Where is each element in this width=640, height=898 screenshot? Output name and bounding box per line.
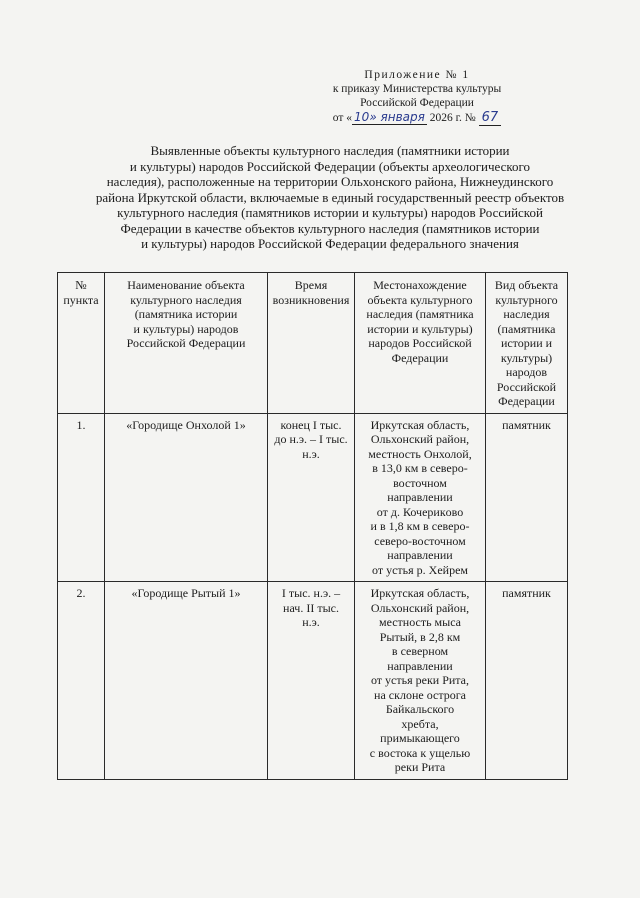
text-line: нач. II тыс. bbox=[283, 600, 339, 615]
text-line: наследия (памятника bbox=[366, 307, 474, 321]
text-line: конец I тыс. bbox=[280, 417, 342, 432]
date-prefix: от « bbox=[332, 112, 353, 124]
text-line: направлении bbox=[387, 548, 453, 562]
cell-location bbox=[355, 582, 486, 780]
text-line: направлении bbox=[387, 490, 453, 504]
text-line: местность Онхолой, bbox=[368, 446, 472, 461]
text-line: «Городище Рытый 1» bbox=[131, 586, 241, 600]
text-line: Ольхонский район, bbox=[370, 432, 470, 446]
text-line: памятник bbox=[502, 417, 551, 432]
title-line: культурного наследия (памятников истории и культуры) народов Российской bbox=[117, 205, 543, 220]
text-line: до н.э. – I тыс. bbox=[274, 432, 348, 446]
document-title bbox=[60, 143, 600, 252]
text-line: Иркутская область, bbox=[370, 586, 470, 600]
cell-object-type bbox=[486, 582, 568, 780]
title-line: наследия), расположенные на территории Ольхонского района, Нижнеудинского bbox=[106, 174, 554, 189]
cell-number: 1. bbox=[58, 413, 105, 582]
header-location bbox=[355, 273, 486, 414]
text-line: восточном bbox=[393, 475, 447, 490]
text-line: Российской Федерации bbox=[126, 336, 246, 350]
text-line: (памятника истории bbox=[134, 307, 238, 321]
text-line: Наименование объекта bbox=[127, 278, 245, 292]
cell-origin-time bbox=[268, 582, 355, 780]
title-line: района Иркутской области, включаемые в единый государственный реестр объектов bbox=[95, 189, 565, 205]
cell-origin-time bbox=[268, 413, 355, 582]
text-line: наследия bbox=[503, 307, 550, 321]
text-line: объекта культурного bbox=[367, 292, 473, 307]
title-line: и культуры) народов Российской Федерации федерального значения bbox=[141, 236, 519, 251]
text-line: истории и bbox=[500, 336, 553, 350]
text-line: н.э. bbox=[302, 446, 320, 461]
text-line: возникновения bbox=[272, 292, 350, 307]
text-line: Российской bbox=[496, 379, 557, 394]
text-line: в северном bbox=[391, 644, 449, 658]
text-line: направлении bbox=[387, 658, 453, 673]
text-line: от устья реки Рита, bbox=[370, 673, 470, 687]
table-row bbox=[58, 582, 568, 780]
annex-title: Приложение № 1 bbox=[364, 69, 470, 81]
header-item-number bbox=[58, 273, 105, 414]
text-line: Федерации bbox=[498, 394, 555, 408]
text-line: местность мыса bbox=[378, 615, 461, 629]
annex-date-line bbox=[302, 110, 532, 126]
text-line: от устья р. Хейрем bbox=[372, 562, 468, 577]
handwritten-order-number: 67 bbox=[479, 111, 502, 126]
text-line: и культуры) народов bbox=[133, 321, 239, 336]
text-line: Местонахождение bbox=[373, 278, 467, 292]
annex-block bbox=[302, 68, 532, 126]
text-line: от д. Кочерикoво bbox=[376, 504, 464, 519]
title-line: Выявленные объекты культурного наследия (памятники истории bbox=[150, 143, 510, 158]
header-object-type bbox=[486, 273, 568, 414]
text-line: истории и культуры) bbox=[367, 321, 473, 336]
text-line: народов Российской bbox=[368, 336, 472, 350]
title-line: Федерации в качестве объектов культурного наследия (памятников истории bbox=[120, 220, 540, 236]
text-line: Вид объекта bbox=[494, 278, 559, 292]
text-line: I тыс. н.э. – bbox=[281, 586, 341, 600]
cell-location bbox=[355, 413, 486, 582]
cell-object-type bbox=[486, 413, 568, 582]
text-line: (памятника bbox=[497, 321, 556, 336]
handwritten-date: 10» января bbox=[354, 110, 425, 124]
text-line: хребта, bbox=[401, 716, 439, 731]
text-line: реки Рита bbox=[394, 760, 446, 774]
text-line: Время bbox=[294, 278, 328, 292]
text-line: «Городище Онхолой 1» bbox=[126, 417, 246, 432]
table-row bbox=[58, 413, 568, 582]
text-line: Рытый, в 2,8 км bbox=[379, 629, 461, 644]
date-suffix: 2026 г. № bbox=[426, 112, 479, 124]
text-line: и в 1,8 км в северо- bbox=[370, 519, 470, 533]
annex-ministry: Российской Федерации bbox=[360, 97, 474, 109]
text-line: народов bbox=[505, 365, 548, 379]
cell-object-name bbox=[105, 413, 268, 582]
header-origin-time bbox=[268, 273, 355, 414]
text-line: примыкающего bbox=[380, 731, 460, 745]
text-line: Байкальского bbox=[385, 702, 455, 716]
text-line: северо-восточном bbox=[374, 533, 466, 548]
header-object-name bbox=[105, 273, 268, 414]
text-line: Федерации bbox=[391, 350, 449, 365]
text-line: в 13,0 км в северо- bbox=[372, 461, 468, 475]
table-header-row bbox=[58, 273, 568, 414]
text-line: с востока к ущелью bbox=[369, 745, 471, 760]
text-line: культурного bbox=[495, 292, 558, 307]
text-line: Ольхонский район, bbox=[370, 600, 470, 615]
annex-order-ref: к приказу Министерства культуры bbox=[332, 83, 502, 95]
text-line: Иркутская область, bbox=[370, 417, 470, 432]
text-line: пункта bbox=[63, 292, 99, 307]
cell-number: 2. bbox=[58, 582, 105, 780]
text-line: на склоне острога bbox=[374, 687, 466, 702]
text-line: культурного наследия bbox=[130, 292, 242, 307]
text-line: н.э. bbox=[302, 615, 320, 629]
title-line: и культуры) народов Российской Федерации (объекты археологического bbox=[129, 158, 531, 174]
heritage-table bbox=[57, 272, 568, 780]
text-line: № bbox=[75, 278, 87, 292]
text-line: памятник bbox=[502, 586, 551, 600]
cell-object-name bbox=[105, 582, 268, 780]
text-line: культуры) bbox=[500, 350, 553, 365]
